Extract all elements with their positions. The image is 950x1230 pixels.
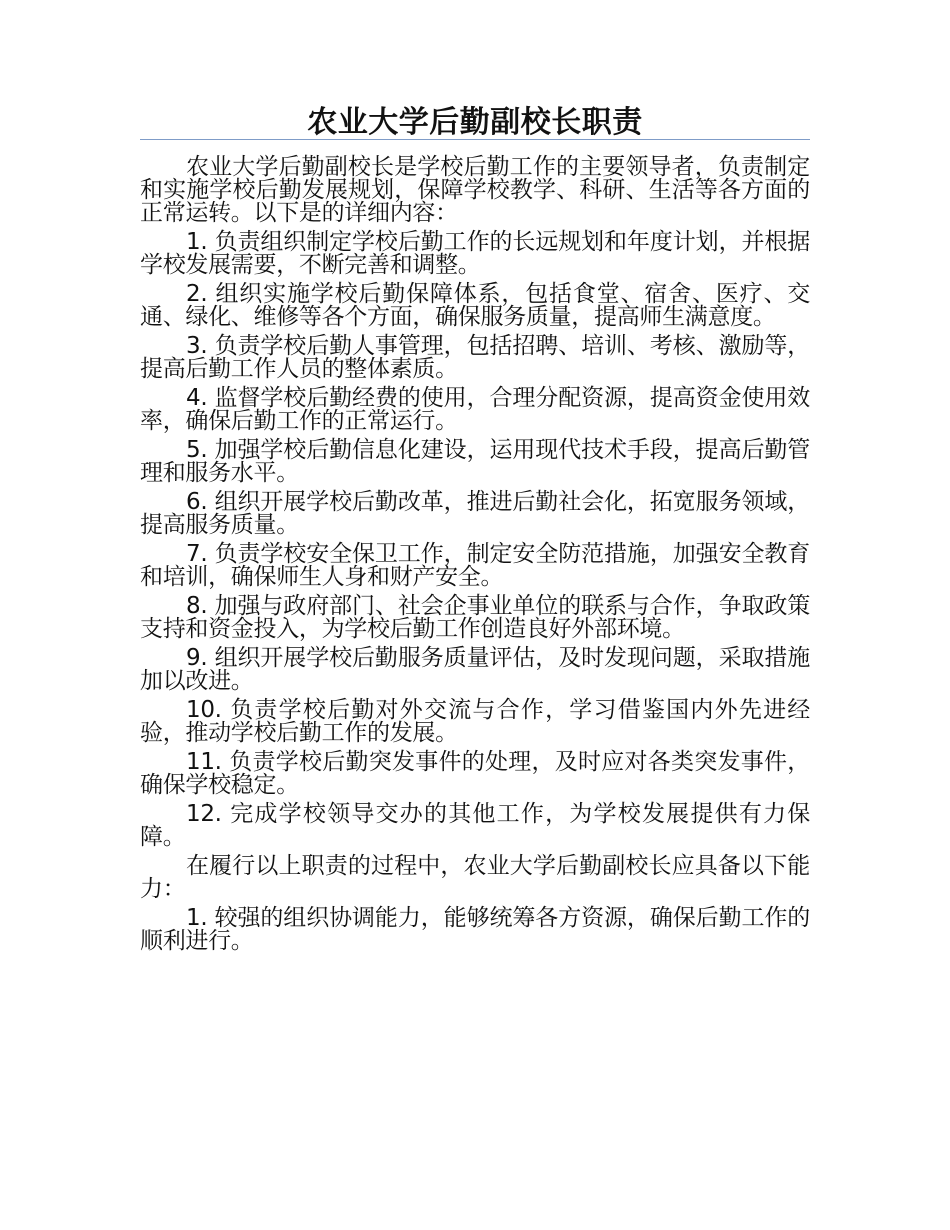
duty-item-7: 7. 负责学校安全保卫工作，制定安全防范措施，加强安全教育和培训，确保师生人身和财产安全。 [140,541,810,590]
duty-item-8: 8. 加强与政府部门、社会企事业单位的联系与合作，争取政策支持和资金投入，为学校后勤工作创造良好外部环境。 [140,593,810,642]
duty-item-6: 6. 组织开展学校后勤改革，推进后勤社会化，拓宽服务领域，提高服务质量。 [140,489,810,538]
duty-item-12: 12. 完成学校领导交办的其他工作，为学校发展提供有力保障。 [140,801,810,850]
document-title: 农业大学后勤副校长职责 [307,105,643,140]
duty-item-1: 1. 负责组织制定学校后勤工作的长远规划和年度计划，并根据学校发展需要，不断完善和调整。 [140,229,810,278]
duty-item-4: 4. 监督学校后勤经费的使用，合理分配资源，提高资金使用效率，确保后勤工作的正常运行。 [140,385,810,434]
document-body [140,156,810,959]
duty-item-9: 9. 组织开展学校后勤服务质量评估，及时发现问题，采取措施加以改进。 [140,645,810,694]
ability-item-1: 1. 较强的组织协调能力，能够统筹各方资源，确保后勤工作的顺利进行。 [140,905,810,954]
intro-paragraph: 农业大学后勤副校长是学校后勤工作的主要领导者，负责制定和实施学校后勤发展规划，保障学校教学、科研、生活等各方面的正常运转。以下是的详细内容： [140,154,810,226]
duty-item-11: 11. 负责学校后勤突发事件的处理，及时应对各类突发事件，确保学校稳定。 [140,749,810,798]
title-underline [140,139,810,140]
duty-item-5: 5. 加强学校后勤信息化建设，运用现代技术手段，提高后勤管理和服务水平。 [140,437,810,486]
duty-item-10: 10. 负责学校后勤对外交流与合作，学习借鉴国内外先进经验，推动学校后勤工作的发展。 [140,697,810,746]
duty-item-3: 3. 负责学校后勤人事管理，包括招聘、培训、考核、激励等，提高后勤工作人员的整体素质。 [140,333,810,382]
abilities-intro-paragraph: 在履行以上职责的过程中，农业大学后勤副校长应具备以下能力： [140,853,810,902]
duty-item-2: 2. 组织实施学校后勤保障体系，包括食堂、宿舍、医疗、交通、绿化、维修等各个方面，确保服务质量，提高师生满意度。 [140,281,810,330]
